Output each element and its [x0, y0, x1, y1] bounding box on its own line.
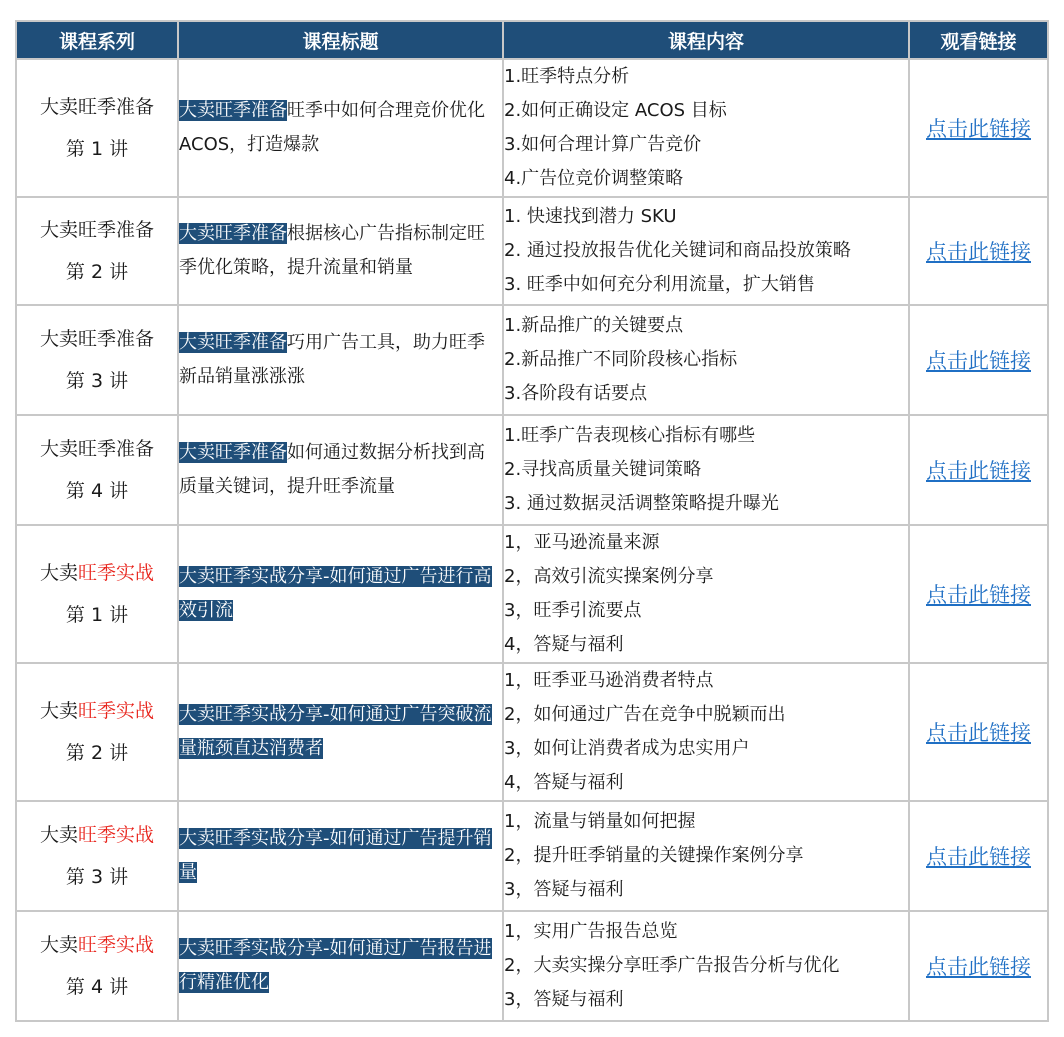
- lecture-number: 第 3 讲: [65, 370, 129, 392]
- series-name: [17, 209, 177, 251]
- link-cell: [909, 59, 1048, 197]
- series-name-highlight: 旺季实战: [78, 700, 155, 722]
- watch-link[interactable]: 点击此链接: [926, 845, 1031, 869]
- content-item: 2，如何通过广告在竞争中脱颖而出: [504, 704, 786, 725]
- content-item: 1. 快速找到潜力 SKU: [504, 206, 677, 227]
- content-cell: [503, 911, 909, 1021]
- series-cell: [16, 415, 178, 525]
- link-cell: [909, 663, 1048, 801]
- series-name-prefix: 大卖: [39, 562, 78, 584]
- title-highlight: 大卖旺季准备: [179, 442, 287, 463]
- lecture-number: 第 3 讲: [65, 866, 129, 888]
- title-cell: [178, 801, 503, 911]
- series-cell: [16, 663, 178, 801]
- table-row: [16, 801, 1048, 911]
- content-cell: [503, 197, 909, 305]
- content-item: 2，提升旺季销量的关键操作案例分享: [504, 845, 804, 866]
- content-item: 4.广告位竞价调整策略: [504, 168, 684, 189]
- series-cell: [16, 59, 178, 197]
- content-item: 1，实用广告报告总览: [504, 921, 678, 942]
- content-item: 2，大卖实操分享旺季广告报告分析与优化: [504, 955, 840, 976]
- content-item: 2. 通过投放报告优化关键词和商品投放策略: [504, 240, 851, 261]
- series-name-prefix: 大卖旺季准备: [39, 328, 154, 350]
- link-cell: [909, 197, 1048, 305]
- series-name-highlight: 旺季实战: [78, 934, 155, 956]
- title-cell: [178, 525, 503, 663]
- content-item: 3，答疑与福利: [504, 879, 624, 900]
- series-name: [17, 86, 177, 128]
- watch-link[interactable]: 点击此链接: [926, 349, 1031, 373]
- series-name: [17, 428, 177, 470]
- title-cell: [178, 911, 503, 1021]
- title-text: 巧用广告工具，助力旺季新品销量涨涨涨: [179, 332, 485, 387]
- header-content: 课程内容: [503, 21, 909, 59]
- series-cell: [16, 197, 178, 305]
- watch-link[interactable]: 点击此链接: [926, 459, 1031, 483]
- link-cell: [909, 525, 1048, 663]
- lecture-number: 第 2 讲: [65, 742, 129, 764]
- link-cell: [909, 911, 1048, 1021]
- lecture-number: 第 2 讲: [65, 261, 129, 283]
- series-name: [17, 814, 177, 856]
- table-header: [16, 21, 1048, 59]
- content-item: 4，答疑与福利: [504, 772, 624, 793]
- content-item: 1.旺季特点分析: [504, 66, 630, 87]
- series-name-prefix: 大卖: [39, 934, 78, 956]
- link-cell: [909, 415, 1048, 525]
- watch-link[interactable]: 点击此链接: [926, 240, 1031, 264]
- series-name-prefix: 大卖旺季准备: [39, 219, 154, 241]
- table-row: [16, 197, 1048, 305]
- series-name-prefix: 大卖旺季准备: [39, 438, 154, 460]
- content-item: 3，如何让消费者成为忠实用户: [504, 738, 750, 759]
- series-cell: [16, 305, 178, 415]
- watch-link[interactable]: 点击此链接: [926, 583, 1031, 607]
- table-row: [16, 305, 1048, 415]
- watch-link[interactable]: 点击此链接: [926, 117, 1031, 141]
- watch-link[interactable]: 点击此链接: [926, 721, 1031, 745]
- content-cell: [503, 415, 909, 525]
- series-cell: [16, 801, 178, 911]
- content-item: 3. 通过数据灵活调整策略提升曝光: [504, 493, 779, 514]
- table-row: [16, 525, 1048, 663]
- series-name: [17, 924, 177, 966]
- title-cell: [178, 305, 503, 415]
- content-cell: [503, 663, 909, 801]
- lecture-number: 第 1 讲: [65, 604, 129, 626]
- content-item: 1，流量与销量如何把握: [504, 811, 696, 832]
- series-name: [17, 690, 177, 732]
- lecture-number: 第 4 讲: [65, 976, 129, 998]
- table-row: [16, 663, 1048, 801]
- content-item: 4，答疑与福利: [504, 634, 624, 655]
- header-title: 课程标题: [178, 21, 503, 59]
- table-row: [16, 415, 1048, 525]
- series-name-highlight: 旺季实战: [78, 562, 155, 584]
- title-highlight: 大卖旺季实战分享-如何通过广告进行高效引流: [179, 566, 492, 621]
- content-item: 1，旺季亚马逊消费者特点: [504, 670, 714, 691]
- series-name-highlight: 旺季实战: [78, 824, 155, 846]
- content-item: 3，旺季引流要点: [504, 600, 642, 621]
- content-cell: [503, 525, 909, 663]
- title-highlight: 大卖旺季准备: [179, 223, 287, 244]
- course-table: [15, 20, 1049, 1022]
- title-cell: [178, 197, 503, 305]
- series-name: [17, 318, 177, 360]
- series-name: [17, 552, 177, 594]
- header-series: 课程系列: [16, 21, 178, 59]
- header-link: 观看链接: [909, 21, 1048, 59]
- title-text: 根据核心广告指标制定旺季优化策略，提升流量和销量: [179, 223, 485, 278]
- watch-link[interactable]: 点击此链接: [926, 955, 1031, 979]
- title-highlight: 大卖旺季实战分享-如何通过广告报告进行精准优化: [179, 938, 492, 993]
- title-highlight: 大卖旺季准备: [179, 332, 287, 353]
- series-name-prefix: 大卖: [39, 824, 78, 846]
- series-cell: [16, 525, 178, 663]
- title-text: 如何通过数据分析找到高质量关键词，提升旺季流量: [179, 442, 485, 497]
- content-item: 2.如何正确设定 ACOS 目标: [504, 100, 727, 121]
- link-cell: [909, 801, 1048, 911]
- content-item: 1.旺季广告表现核心指标有哪些: [504, 425, 756, 446]
- content-item: 2.新品推广不同阶段核心指标: [504, 349, 738, 370]
- content-item: 3，答疑与福利: [504, 989, 624, 1010]
- table-row: [16, 911, 1048, 1021]
- content-item: 3. 旺季中如何充分利用流量，扩大销售: [504, 274, 815, 295]
- title-text: 旺季中如何合理竞价优化 ACOS，打造爆款: [179, 100, 485, 155]
- content-cell: [503, 59, 909, 197]
- series-cell: [16, 911, 178, 1021]
- title-cell: [178, 59, 503, 197]
- content-item: 3.如何合理计算广告竞价: [504, 134, 702, 155]
- content-cell: [503, 801, 909, 911]
- content-cell: [503, 305, 909, 415]
- content-item: 2.寻找高质量关键词策略: [504, 459, 702, 480]
- link-cell: [909, 305, 1048, 415]
- content-item: 3.各阶段有话要点: [504, 383, 648, 404]
- lecture-number: 第 4 讲: [65, 480, 129, 502]
- title-cell: [178, 663, 503, 801]
- content-item: 1，亚马逊流量来源: [504, 532, 660, 553]
- content-item: 1.新品推广的关键要点: [504, 315, 684, 336]
- title-highlight: 大卖旺季实战分享-如何通过广告突破流量瓶颈直达消费者: [179, 704, 492, 759]
- lecture-number: 第 1 讲: [65, 138, 129, 160]
- title-cell: [178, 415, 503, 525]
- series-name-prefix: 大卖旺季准备: [39, 96, 154, 118]
- title-highlight: 大卖旺季实战分享-如何通过广告提升销量: [179, 828, 492, 883]
- table-body: [16, 59, 1048, 1021]
- title-highlight: 大卖旺季准备: [179, 100, 287, 121]
- table-row: [16, 59, 1048, 197]
- series-name-prefix: 大卖: [39, 700, 78, 722]
- content-item: 2，高效引流实操案例分享: [504, 566, 714, 587]
